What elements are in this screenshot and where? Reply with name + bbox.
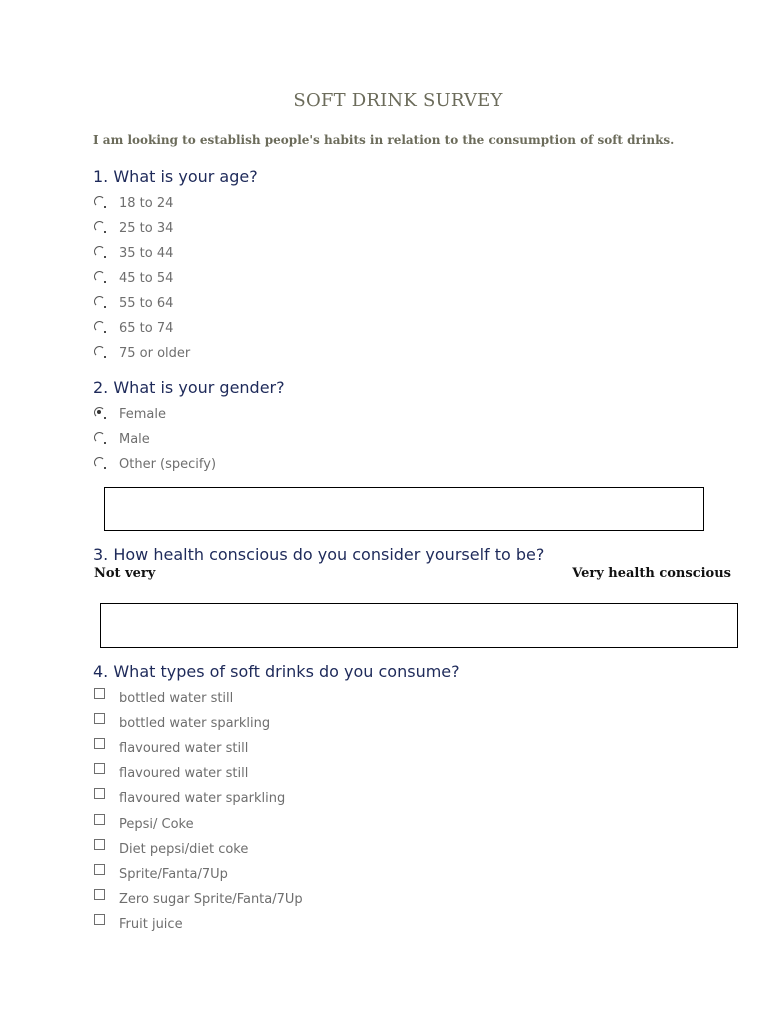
gender-option-label: Other (specify) — [119, 457, 217, 472]
age-option[interactable] — [93, 271, 493, 294]
drink-option[interactable] — [93, 741, 493, 764]
drink-option[interactable] — [93, 691, 493, 714]
age-option-label: 45 to 54 — [119, 271, 174, 286]
gender-option[interactable] — [93, 457, 493, 480]
checkbox-icon[interactable] — [94, 688, 105, 699]
radio-button-icon[interactable] — [94, 221, 105, 232]
radio-button-icon[interactable] — [94, 321, 105, 332]
checkbox-icon[interactable] — [94, 788, 105, 799]
scale-low-label: Not very — [94, 566, 156, 581]
drink-option-label: Fruit juice — [119, 917, 183, 932]
health-conscious-scale-field[interactable] — [100, 603, 738, 648]
drink-option[interactable] — [93, 892, 493, 915]
drink-option[interactable] — [93, 867, 493, 890]
age-option-label: 65 to 74 — [119, 321, 174, 336]
checkbox-icon[interactable] — [94, 814, 105, 825]
age-option[interactable] — [93, 196, 493, 219]
question-3-health-conscious: 3. How health conscious do you consider yourself to be? — [93, 545, 545, 564]
question-1-age: 1. What is your age? — [93, 167, 258, 186]
radio-button-icon[interactable] — [94, 346, 105, 357]
radio-button-icon[interactable] — [94, 196, 105, 207]
survey-intro: I am looking to establish people's habits in relation to the consumption of soft drinks. — [93, 133, 675, 147]
drink-option-label: Sprite/Fanta/7Up — [119, 867, 228, 882]
checkbox-icon[interactable] — [94, 763, 105, 774]
age-option-label: 18 to 24 — [119, 196, 174, 211]
age-option-label: 35 to 44 — [119, 246, 174, 261]
checkbox-icon[interactable] — [94, 889, 105, 900]
radio-button-icon[interactable] — [94, 271, 105, 282]
checkbox-icon[interactable] — [94, 738, 105, 749]
checkbox-icon[interactable] — [94, 914, 105, 925]
age-option[interactable] — [93, 346, 493, 369]
drink-option-label: bottled water sparkling — [119, 716, 271, 731]
drink-option[interactable] — [93, 716, 493, 739]
drink-option-label: Pepsi/ Coke — [119, 817, 194, 832]
radio-button-selected-icon[interactable] — [94, 407, 105, 418]
age-option-label: 55 to 64 — [119, 296, 174, 311]
drink-option[interactable] — [93, 817, 493, 840]
drink-option-label: bottled water still — [119, 691, 234, 706]
question-4-drink-types: 4. What types of soft drinks do you consume? — [93, 662, 460, 681]
age-option[interactable] — [93, 221, 493, 244]
age-option[interactable] — [93, 296, 493, 319]
age-option-label: 25 to 34 — [119, 221, 174, 236]
age-option-label: 75 or older — [119, 346, 191, 361]
drink-option-label: flavoured water still — [119, 766, 249, 781]
drink-option[interactable] — [93, 917, 493, 940]
survey-title: SOFT DRINK SURVEY — [293, 90, 503, 111]
drink-option-label: Diet pepsi/diet coke — [119, 842, 249, 857]
gender-option[interactable] — [93, 407, 493, 430]
drink-option[interactable] — [93, 791, 493, 814]
radio-button-icon[interactable] — [94, 296, 105, 307]
gender-option-label: Female — [119, 407, 167, 422]
age-option[interactable] — [93, 321, 493, 344]
drink-option-label: Zero sugar Sprite/Fanta/7Up — [119, 892, 303, 907]
scale-high-label: Very health conscious — [572, 566, 731, 581]
drink-option[interactable] — [93, 766, 493, 789]
gender-option-label: Male — [119, 432, 150, 447]
gender-other-specify-field[interactable] — [104, 487, 704, 531]
checkbox-icon[interactable] — [94, 713, 105, 724]
checkbox-icon[interactable] — [94, 839, 105, 850]
question-2-gender: 2. What is your gender? — [93, 378, 285, 397]
radio-button-icon[interactable] — [94, 457, 105, 468]
drink-option[interactable] — [93, 842, 493, 865]
gender-option[interactable] — [93, 432, 493, 455]
checkbox-icon[interactable] — [94, 864, 105, 875]
drink-option-label: flavoured water still — [119, 741, 249, 756]
radio-button-icon[interactable] — [94, 246, 105, 257]
age-option[interactable] — [93, 246, 493, 269]
radio-button-icon[interactable] — [94, 432, 105, 443]
drink-option-label: flavoured water sparkling — [119, 791, 286, 806]
